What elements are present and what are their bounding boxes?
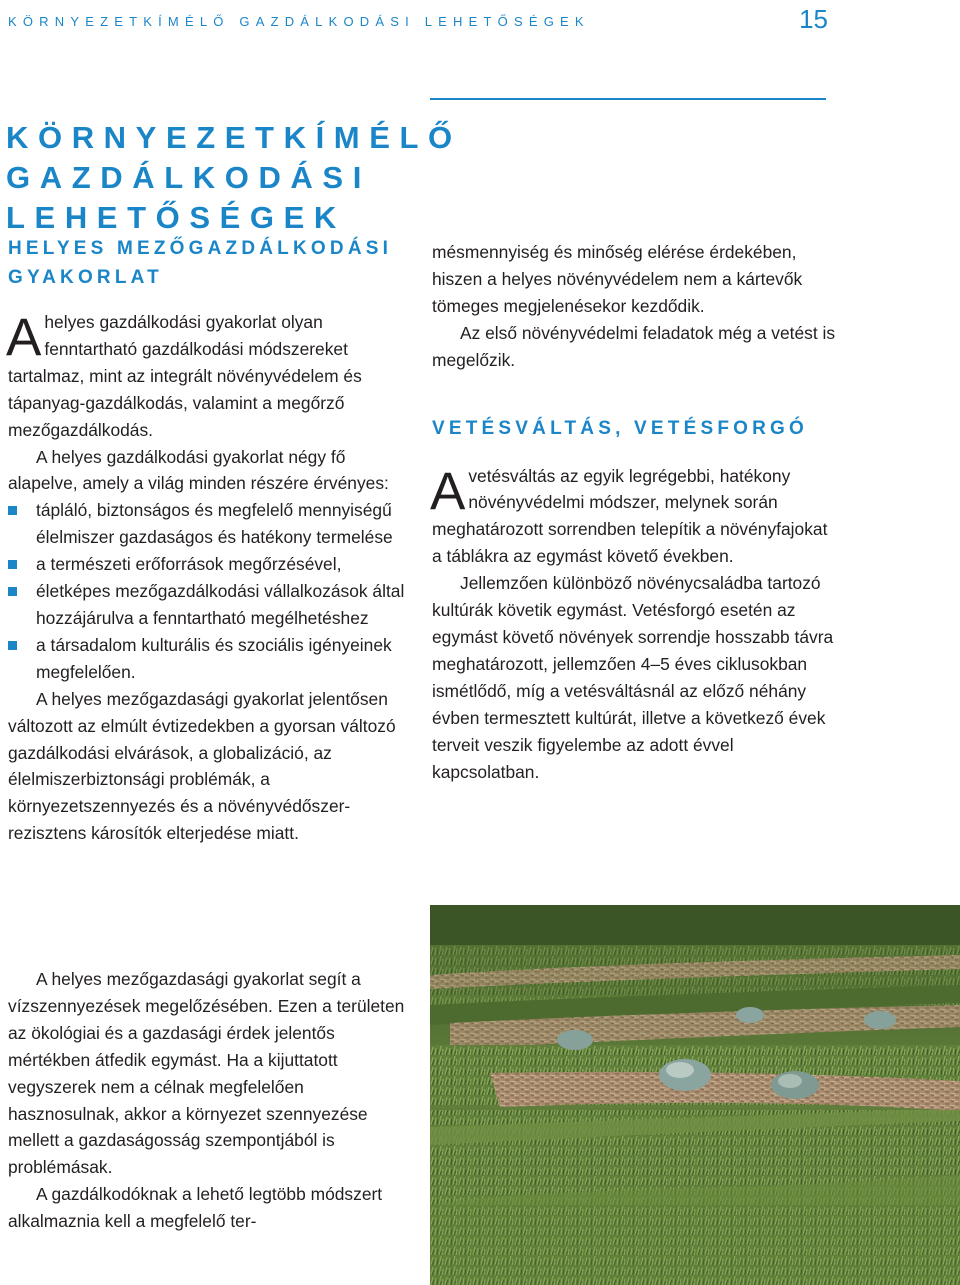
page-number: 15 (799, 4, 828, 34)
bullet-square-icon (8, 506, 17, 515)
principles-list (8, 497, 412, 685)
principles-paragraph: A helyes gazdálkodási gyakorlat négy fő alapelve, amely a világ minden részére érvényes: (8, 446, 389, 494)
header-rule (430, 98, 826, 100)
list-item-text: a társadalom kulturális és szociális igényeinek megfelelően. (36, 634, 392, 682)
changes-paragraph: A helyes mezőgazdasági gyakorlat jelentősen változott az elmúlt évtizedekben a gyorsan változó gazdálkodási elvárások, a globalizáció, az élelmiszerbiztonsági problémák, a környezetszennyezés és a növényvédőszer-rezisztens károsítók elterjedése miatt. (8, 688, 396, 844)
field-photo (430, 905, 960, 1285)
drop-cap: A (430, 461, 466, 521)
continuation-paragraph: mésmennyiség és minőség elérése érdekében, hiszen a helyes növényvédelem nem a kártevők tömeges megjelenésekor kezdődik. (432, 242, 803, 316)
list-item-text: tápláló, biztonságos és megfelelő mennyiségű élelmiszer gazdaságos és hatékony termelése (36, 500, 393, 548)
water-pollution-paragraph: A helyes mezőgazdasági gyakorlat segít a vízszennyezések megelőzésében. Ezen a területen az ökológiai és a gazdasági érdek jelentős mértékben átfedik egymást. Ha a kijuttatott vegyszerek nem a célnak megfelelően hasznosulnak, akkor a környezet szennyezése mellett a gazdaságosság szempontjából is problémásak. (8, 969, 405, 1178)
intro-paragraph (8, 309, 412, 444)
intro-text: helyes gazdálkodási gyakorlat olyan fenntartható gazdálkodási módszereket tartalmaz, mint az integrált növényvédelem és tápanyag-gazdálkodás, valamint a megőrző mezőgazdálkodás. (8, 312, 362, 440)
list-item (8, 551, 412, 578)
list-item-text: a természeti erőforrások megőrzésével, (36, 554, 342, 575)
bullet-square-icon (8, 641, 17, 650)
methods-paragraph: A gazdálkodóknak a lehető legtöbb módszert alkalmaznia kell a megfelelő ter- (8, 1184, 383, 1232)
bullet-square-icon (8, 560, 17, 569)
running-header: KÖRNYEZETKÍMÉLŐ GAZDÁLKODÁSI LEHETŐSÉGEK (8, 14, 590, 29)
drop-cap: A (6, 308, 42, 367)
right-column (432, 239, 837, 785)
rotation-intro-text: vetésváltás az egyik legrégebbi, hatékony növényvédelmi módszer, melynek során meghatározott sorrendben telepítik a növényfajokat a táblákra az egymást követő években. (432, 465, 828, 567)
section-heading-line-1: HELYES MEZŐGAZDÁLKODÁSI (8, 238, 393, 259)
list-item-text: életképes mezőgazdálkodási vállalkozások által hozzájárulva a fenntartható megélhetéshez (36, 581, 405, 628)
left-column-bottom (8, 966, 412, 1235)
page-title (6, 118, 826, 238)
list-item (8, 578, 412, 632)
vegetable-rows-image (430, 905, 960, 1285)
rotation-paragraph: Jellemzően különböző növénycsaládba tartozó kultúrák követik egymást. Vetésforgó esetén az egymást követő növények sorrendje hosszabb távra meghatározott, jellemzően 4–5 éves ciklusokban ismétlődő, míg a vetésváltásnál az előző néhány évben termesztett kultúrát, illetve a következő évek terveit veszik figyelembe az adott évvel kapcsolatban. (432, 573, 834, 782)
list-item (8, 497, 412, 551)
bullet-square-icon (8, 587, 17, 596)
left-column (8, 234, 412, 847)
rotation-intro-paragraph (432, 463, 837, 571)
list-item (8, 632, 412, 686)
section-heading-good-practice (8, 234, 412, 292)
page-title-line-2: LEHETŐSÉGEK (6, 200, 346, 235)
section-heading-crop-rotation: VETÉSVÁLTÁS, VETÉSFORGÓ (432, 417, 809, 439)
section-heading-line-2: GYAKORLAT (8, 267, 163, 288)
sowing-paragraph: Az első növényvédelmi feladatok még a vetést is megelőzik. (432, 322, 836, 370)
page-title-line-1: KÖRNYEZETKÍMÉLŐ GAZDÁLKODÁSI (6, 120, 462, 195)
